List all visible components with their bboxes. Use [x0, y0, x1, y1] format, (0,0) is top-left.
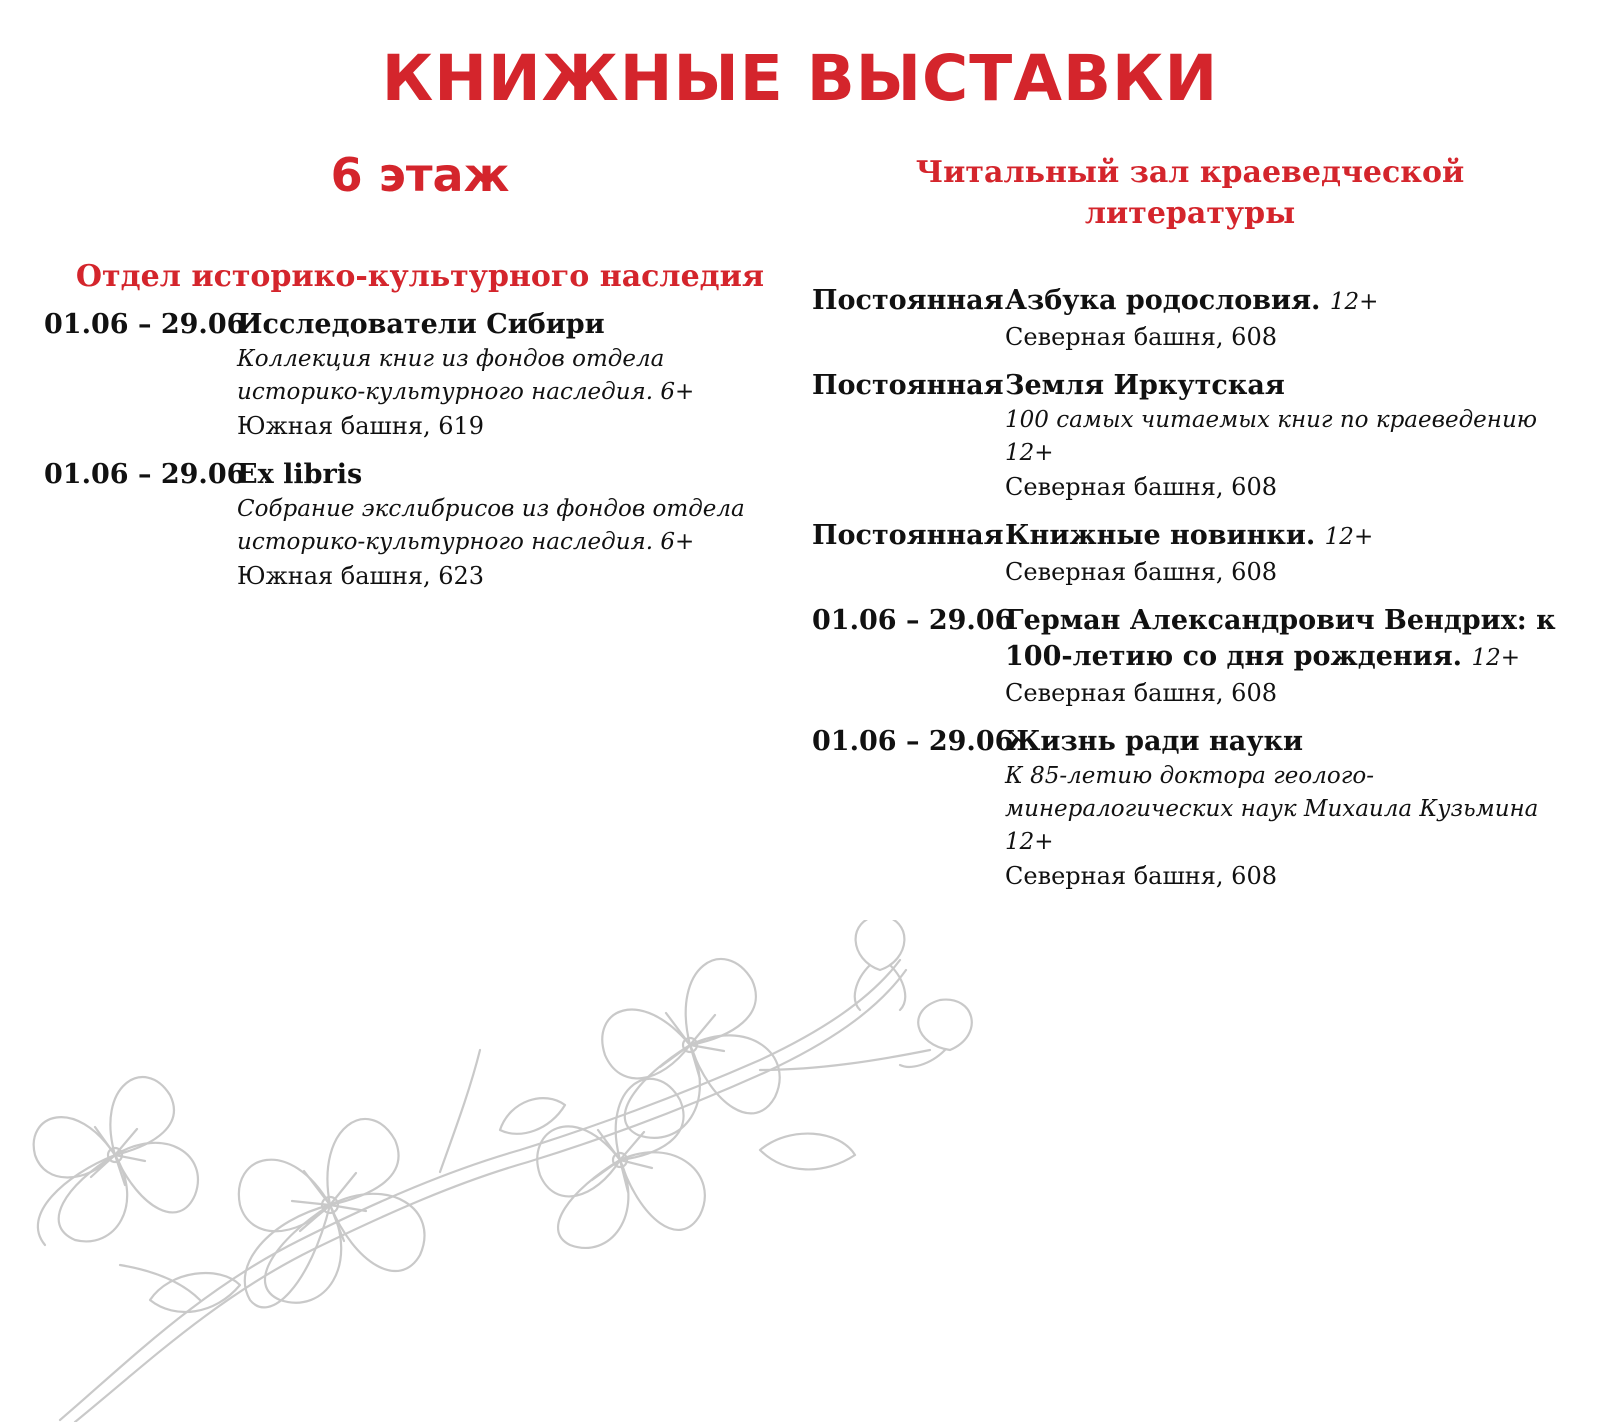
exhibition-location: Северная башня, 608 [1005, 862, 1277, 890]
exhibition-title-line [1005, 518, 1592, 555]
exhibition-body [992, 724, 1592, 893]
branch-main [60, 960, 900, 1420]
exhibition-date: 01.06 – 29.06 [44, 459, 246, 490]
exhibition-location: Северная башня, 608 [1005, 473, 1277, 501]
branch-twig-left [120, 1265, 200, 1300]
exhibition-description: Коллекция книг из фондов отдела историко-культурного наследия. 6+ [237, 346, 695, 405]
exhibition-title: Ex libris [237, 459, 363, 490]
cherry-blossom-branch-illustration [0, 920, 1060, 1422]
exhibition-date: 01.06 – 29.06 [812, 605, 1014, 636]
exhibition-body [992, 518, 1592, 589]
blossom-flower [239, 1119, 425, 1307]
exhibition-entry [812, 603, 1592, 710]
exhibition-title: Герман Александрович Вендрих: к 100-летию со дня рождения. [1005, 605, 1556, 672]
exhibition-title: Жизнь ради науки [1005, 726, 1304, 757]
exhibition-description: 100 самых читаемых книг по краеведению 12+ [1005, 407, 1538, 466]
exhibition-entry [812, 724, 1592, 893]
blossom-flower [34, 1077, 198, 1245]
exhibition-title: Книжные новинки. [1005, 520, 1316, 551]
exhibition-date: Постоянная [812, 285, 1004, 316]
floor-heading: 6 этаж [330, 148, 510, 202]
left-exhibition-list [44, 307, 784, 607]
exhibition-entry [812, 518, 1592, 589]
branch-main-lower [75, 970, 906, 1422]
exhibition-date: Постоянная [812, 370, 1004, 401]
exhibition-location: Северная башня, 608 [1005, 323, 1277, 351]
exhibition-title: Земля Иркутская [1005, 370, 1285, 401]
exhibition-body [992, 283, 1592, 354]
exhibition-entry [812, 283, 1592, 354]
exhibition-body [992, 368, 1592, 504]
exhibition-date: 01.06 – 29.06 [812, 726, 1014, 757]
exhibition-location: Северная башня, 608 [1005, 558, 1277, 586]
page-title: КНИЖНЫЕ ВЫСТАВКИ [381, 42, 1219, 115]
blossom-flower [602, 959, 779, 1138]
exhibition-date: 01.06 – 29.06 [44, 309, 246, 340]
exhibition-title-line [1005, 283, 1592, 320]
exhibition-title: Исследователи Сибири [237, 309, 605, 340]
exhibition-body [992, 603, 1592, 710]
age-rating: 12+ [1329, 289, 1379, 315]
exhibition-location: Северная башня, 608 [1005, 679, 1277, 707]
department-heading: Отдел историко-культурного наследия [75, 259, 765, 294]
exhibition-body [224, 307, 784, 443]
blossom-leaf [760, 1134, 855, 1170]
exhibition-entry [44, 457, 784, 593]
exhibition-description: К 85-летию доктора геолого-минералогических наук Михаила Кузьмина 12+ [1005, 763, 1539, 855]
branch-twig-up [440, 1050, 480, 1172]
exhibition-description: Собрание экслибрисов из фондов отдела историко-культурного наследия. 6+ [237, 496, 745, 555]
exhibition-location: Южная башня, 623 [237, 562, 485, 590]
exhibition-location: Южная башня, 619 [237, 412, 485, 440]
exhibition-entry [44, 307, 784, 443]
age-rating: 12+ [1471, 645, 1520, 671]
exhibition-body [224, 457, 784, 593]
exhibition-entry [812, 368, 1592, 504]
exhibition-title-line [1005, 603, 1592, 676]
blossom-bud [855, 920, 905, 1010]
exhibition-date: Постоянная [812, 520, 1004, 551]
blossom-bud [900, 1000, 972, 1067]
reading-hall-heading: Читальный зал краеведческой литературы [915, 155, 1465, 231]
age-rating: 12+ [1324, 524, 1374, 550]
exhibition-title: Азбука родословия. [1005, 285, 1321, 316]
right-exhibition-list [812, 283, 1592, 907]
